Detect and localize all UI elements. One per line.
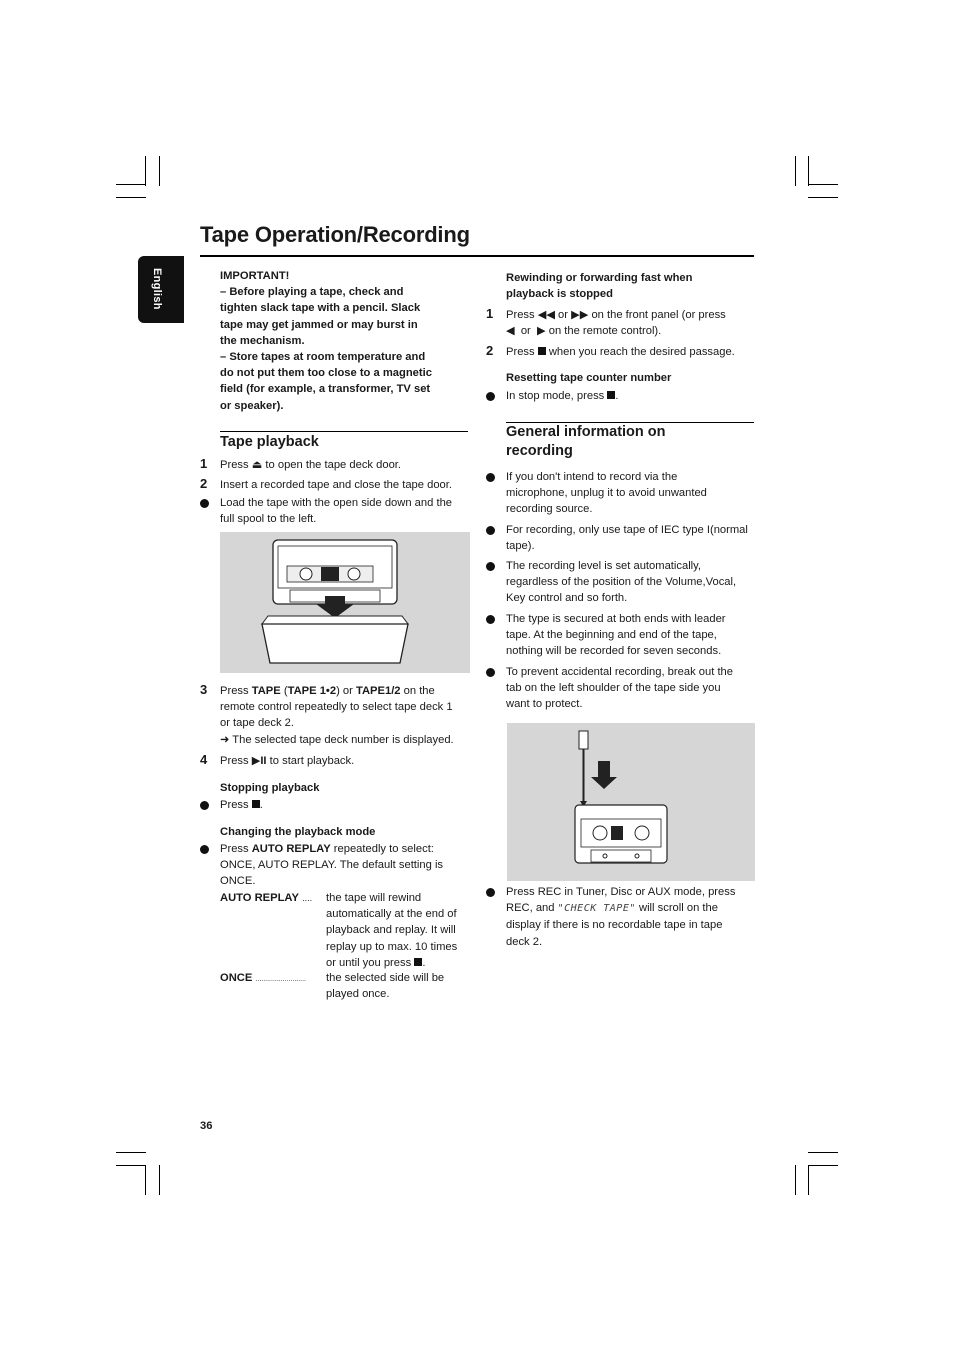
bullet-icon (200, 801, 209, 810)
important-line: the mechanism. (220, 334, 305, 347)
step-text: Press when you reach the desired passage. (506, 346, 735, 358)
fast-forward-icon: ▶▶ (571, 309, 589, 321)
bullet-icon (486, 392, 495, 401)
important-line: do not put them too close to a magnetic (220, 367, 432, 380)
left-arrow-icon: ◀ (506, 325, 515, 338)
page-title: Tape Operation/Recording (200, 222, 470, 247)
step-number: 1 (200, 456, 208, 471)
tape-insert-illustration (220, 532, 470, 673)
stop-icon (538, 347, 546, 355)
bullet-icon (200, 845, 209, 854)
step-text: Press ▶II to start playback. (220, 755, 355, 767)
auto-replay-description: the tape will rewind automatically at the end of playback and replay. It will replay up to max. 10 times or until you press . (326, 892, 458, 969)
step-text: Press TAPE (TAPE 1•2) or TAPE1/2 on the remote control repeatedly to select tape deck 1 or tape deck 2. ➜ The selected tape deck number is displayed. (220, 683, 470, 748)
important-note (220, 268, 470, 414)
title-rule (200, 255, 754, 257)
bullet-text: Press AUTO REPLAY repeatedly to select: ONCE, AUTO REPLAY. The default setting is ONCE. (220, 843, 444, 888)
once-option: ONCE .......................... (220, 972, 307, 984)
bullet-icon (486, 668, 495, 677)
bullet-icon (486, 615, 495, 624)
auto-replay-option: AUTO REPLAY .... (220, 892, 313, 904)
stop-icon (607, 391, 615, 399)
language-tab (138, 256, 184, 323)
stopping-heading: Stopping playback (220, 782, 320, 794)
cassette-insert-icon (220, 532, 470, 673)
bullet-icon (200, 499, 209, 508)
bullet-text: Press REC in Tuner, Disc or AUX mode, press REC, and "CHECK TAPE" will scroll on the display if there is no recordable tape in tape deck 2. (506, 886, 736, 948)
important-line: – Store tapes at room temperature and (220, 351, 426, 364)
important-line: tape may get jammed or may burst in (220, 318, 418, 331)
bullet-icon (486, 562, 495, 571)
bullet-text: The recording level is set automatically, regardless of the position of the Volume,Vocal, Key control and so forth. (506, 560, 737, 605)
tape-playback-heading: Tape playback (220, 434, 319, 450)
bullet-text: Load the tape with the open side down and the full spool to the left. (220, 497, 453, 526)
stop-icon (252, 800, 260, 808)
step-number: 3 (200, 682, 208, 697)
rewind-icon: ◀◀ (537, 309, 555, 321)
right-arrow-icon: ▶ (537, 325, 546, 338)
bullet-text: Press . (220, 799, 263, 811)
important-line: field (for example, a transformer, TV set (220, 383, 431, 396)
page-number: 36 (200, 1120, 213, 1132)
bullet-text: If you don't intend to record via the microphone, unplug it to avoid unwanted recording source. (506, 471, 707, 516)
tape-protect-illustration (507, 723, 755, 881)
step-number: 4 (200, 752, 208, 767)
play-pause-icon: ▶II (251, 755, 267, 767)
step-text: Insert a recorded tape and close the tape door. (220, 479, 452, 491)
bullet-text: In stop mode, press . (506, 390, 619, 402)
screwdriver-cassette-icon (507, 723, 755, 881)
bullet-icon (486, 473, 495, 482)
bullet-text: To prevent accidental recording, break out the tab on the left shoulder of the tape side you want to protect. (506, 666, 733, 711)
general-heading: General information on recording (506, 424, 666, 459)
bullet-icon (486, 888, 495, 897)
once-description: the selected side will be played once. (326, 972, 445, 1001)
result-text: ➜ The selected tape deck number is displayed. (220, 733, 454, 746)
step-text: Press ⏏ to open the tape deck door. (220, 459, 402, 471)
step-number: 1 (486, 306, 494, 321)
lcd-message: "CHECK TAPE" (557, 903, 636, 915)
resetting-heading: Resetting tape counter number (506, 372, 672, 384)
bullet-icon (486, 526, 495, 535)
step-number: 2 (200, 476, 208, 491)
important-line: – Before playing a tape, check and (220, 286, 404, 299)
language-tab-label: English (151, 268, 163, 310)
important-line: or speaker). (220, 399, 284, 412)
stop-icon (414, 958, 422, 966)
bullet-text: For recording, only use tape of IEC type I(normal tape). (506, 524, 748, 553)
important-heading: IMPORTANT! (220, 270, 290, 282)
bullet-text: The type is secured at both ends with leader tape. At the beginning and end of the tape, nothing will be recorded for seven seconds. (506, 613, 726, 658)
eject-icon: ⏏ (251, 459, 263, 471)
changing-mode-heading: Changing the playback mode (220, 826, 376, 838)
section-rule (220, 431, 468, 432)
step-number: 2 (486, 343, 494, 358)
important-line: tighten slack tape with a pencil. Slack (220, 302, 421, 315)
rewinding-heading: Rewinding or forwarding fast when playback is stopped (506, 272, 693, 301)
step-text: Press ◀◀ or ▶▶ on the front panel (or press ◀ or ▶ on the remote control). (506, 309, 726, 338)
